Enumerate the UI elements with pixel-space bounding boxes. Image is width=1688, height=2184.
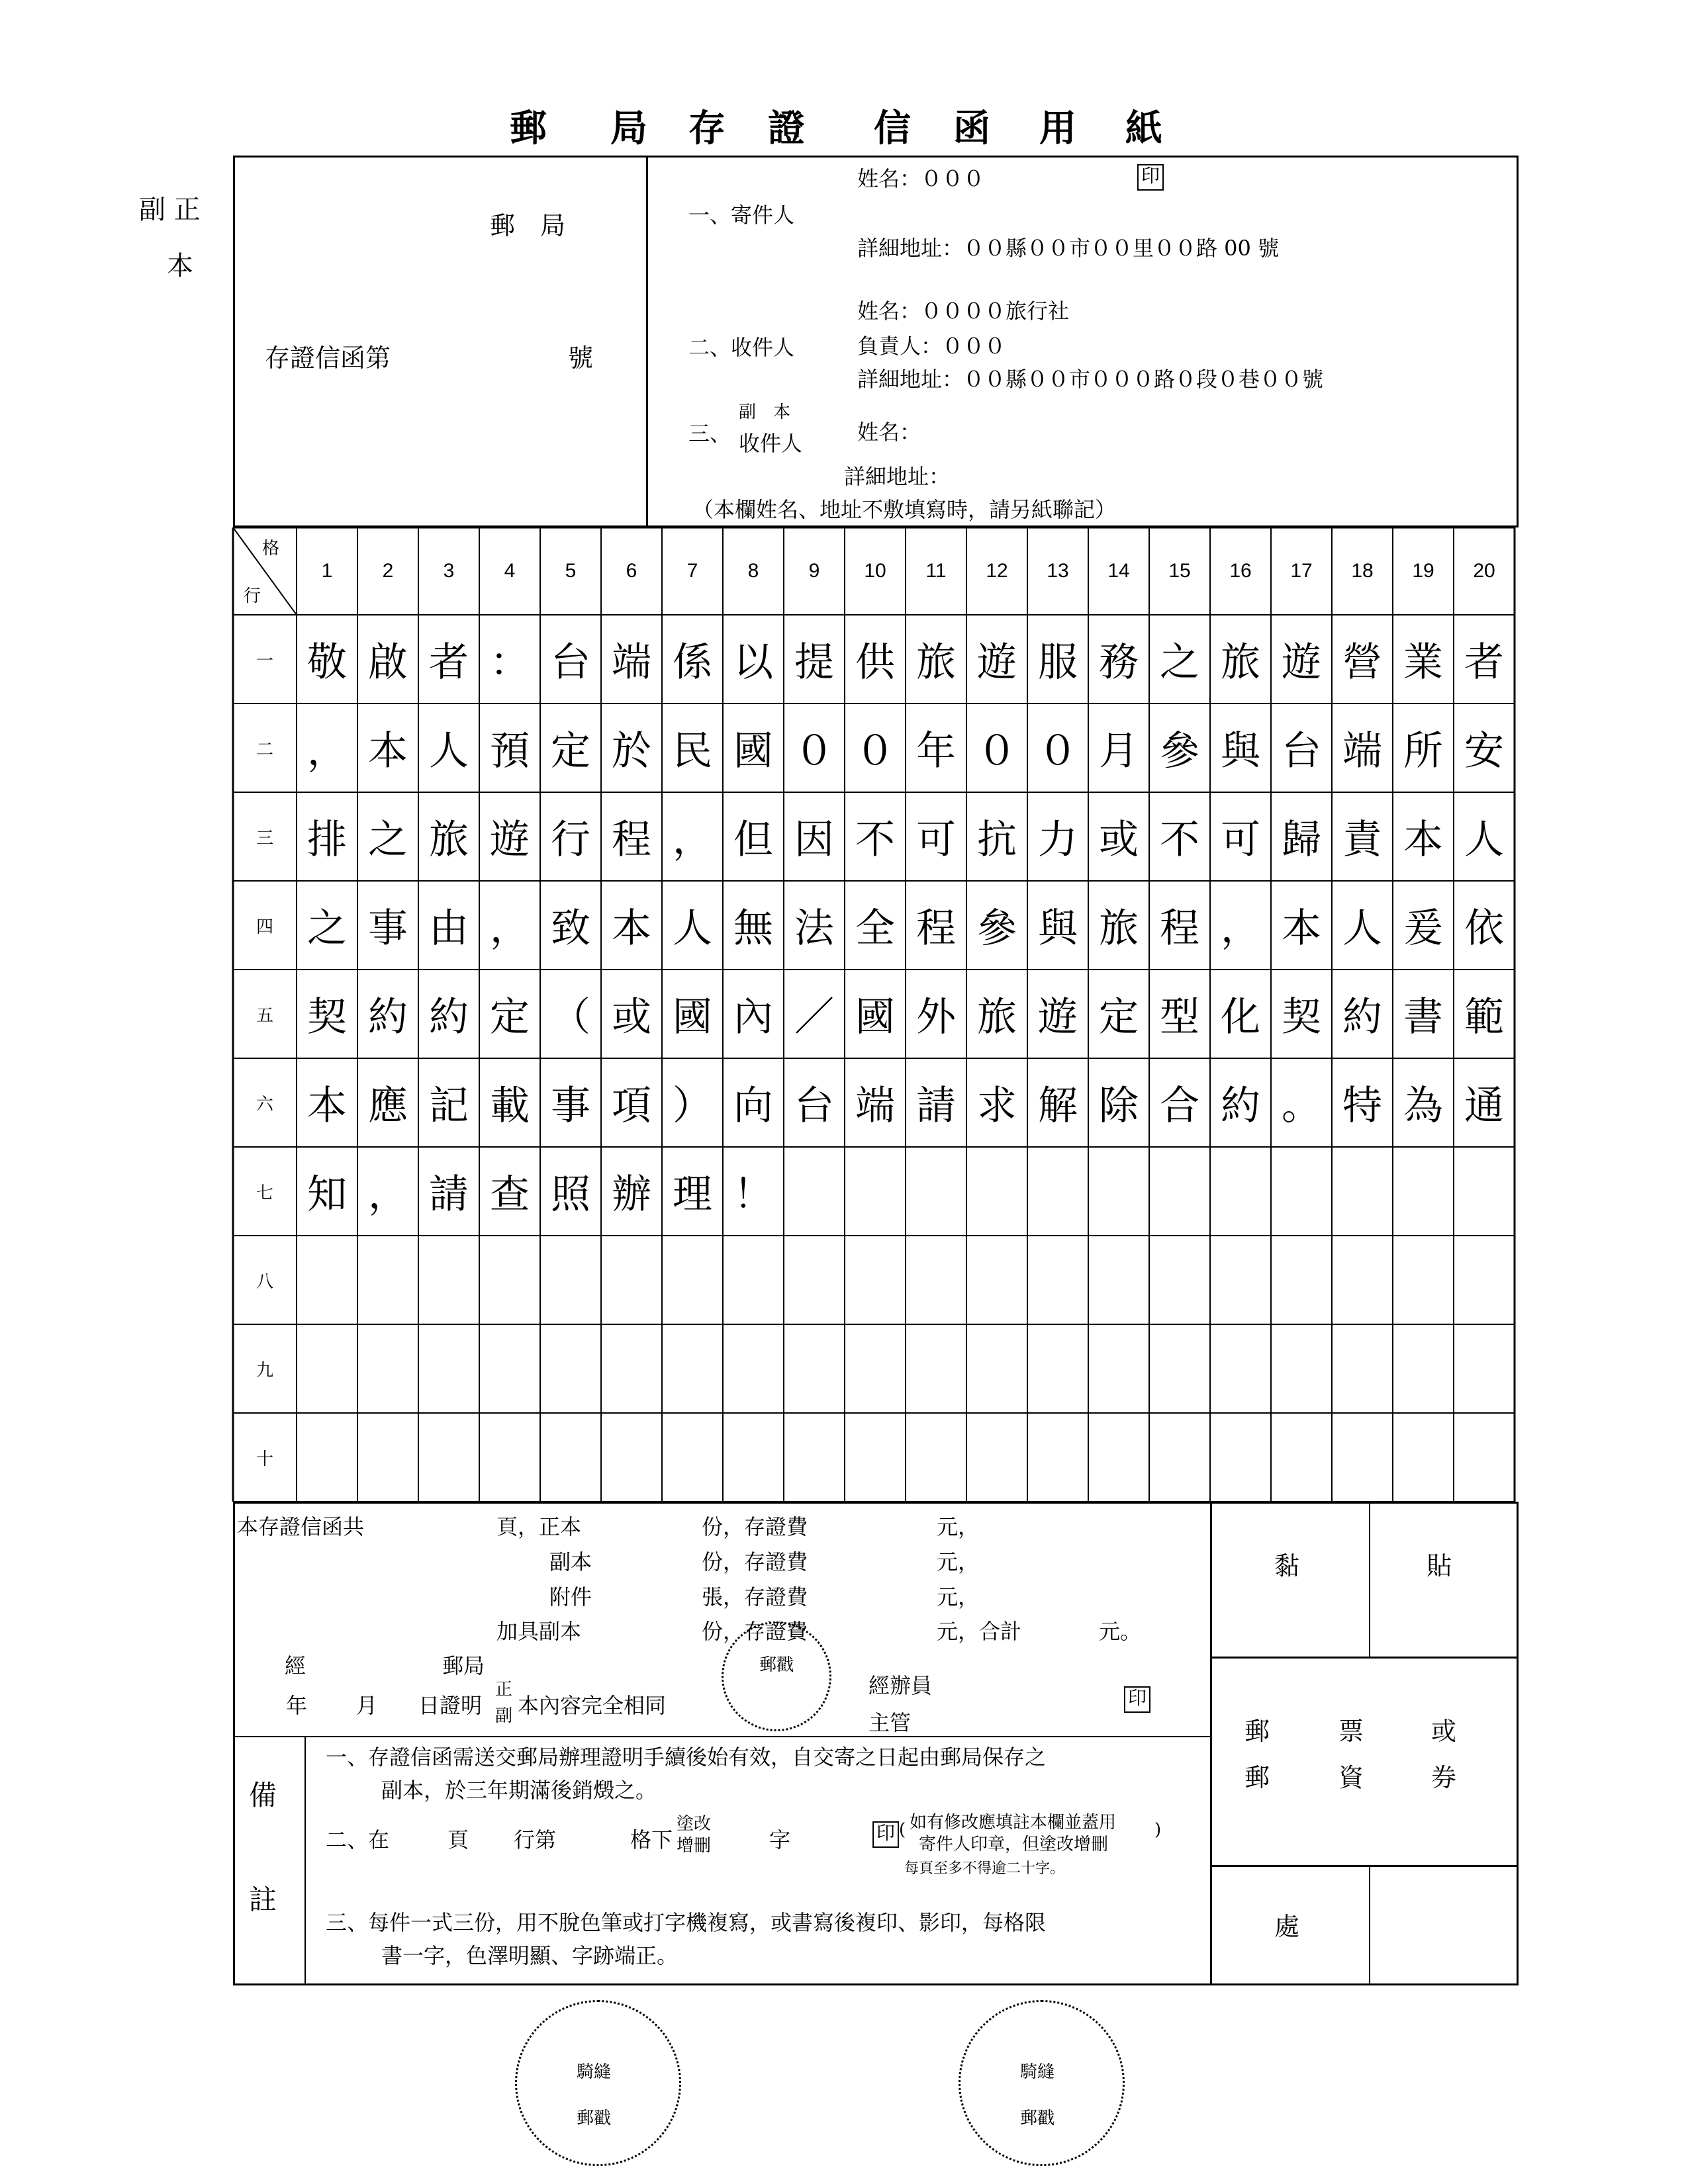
postmark-label: 郵戳 xyxy=(759,1655,794,1675)
grid-cell-char: 解 xyxy=(1038,1083,1078,1129)
row-label: 四 xyxy=(256,917,273,937)
grid-cell-char: 照 xyxy=(551,1171,590,1218)
fees-copies-2: 份，存證費 xyxy=(702,1549,808,1574)
grid-cell-char: 務 xyxy=(1099,639,1139,686)
certify-month: 月 xyxy=(356,1693,378,1718)
seam-stamp-left-line2: 郵戳 xyxy=(577,2109,612,2128)
grid-corner-top: 格 xyxy=(262,539,280,559)
grid-cell-char: 依 xyxy=(1464,905,1504,952)
fees-total-label: 本存證信函共 xyxy=(237,1514,365,1539)
grid-cell-char: 於 xyxy=(612,728,651,774)
row-label: 一 xyxy=(256,651,273,671)
grid-cell-char: 定 xyxy=(551,728,590,774)
certify-via: 經 xyxy=(285,1653,306,1678)
remarks-item2-b: 頁 xyxy=(447,1827,469,1852)
grid-cell-char: 合 xyxy=(1160,1083,1199,1129)
remarks-item2-note3: 每頁至多不得逾二十字。 xyxy=(904,1860,1065,1877)
recipient-title: 二、收件人 xyxy=(688,335,795,360)
grid-cell-char: 致 xyxy=(551,905,590,952)
col-number: 20 xyxy=(1473,560,1495,582)
certify-supervisor: 主管 xyxy=(868,1710,912,1735)
grid-cell-char: 契 xyxy=(307,994,347,1040)
grid-cell-char: 台 xyxy=(794,1083,834,1129)
fees-sheets: 張，存證費 xyxy=(702,1584,808,1610)
grid-cell-char: 台 xyxy=(551,639,590,686)
col-number: 5 xyxy=(565,560,577,582)
grid-cell-char: 除 xyxy=(1099,1083,1139,1129)
grid-cell-char: 程 xyxy=(612,817,651,863)
grid-cell-char: ０ xyxy=(794,728,834,774)
fees-total-end: 元。 xyxy=(1099,1619,1142,1644)
grid-cell-char: 之 xyxy=(368,817,408,863)
grid-cell-char: 者 xyxy=(1464,639,1504,686)
remarks-label-1: 備 xyxy=(249,1779,277,1811)
grid-cell-char: 約 xyxy=(1221,1083,1260,1129)
fees-attach-label: 附件 xyxy=(549,1584,592,1610)
grid-corner-bottom: 行 xyxy=(244,586,261,606)
address-note: （本欄姓名、地址不敷填寫時，請另紙聯記） xyxy=(692,497,1117,522)
grid-cell-char: 歸 xyxy=(1282,817,1321,863)
grid-cell-char: ： xyxy=(490,639,530,686)
grid-cell-char: 內 xyxy=(733,994,773,1040)
stamp-word: 資 xyxy=(1338,1763,1364,1792)
grid-cell-char: 向 xyxy=(733,1083,773,1129)
grid-cell-char: 可 xyxy=(916,817,956,863)
grid-cell-char: 敬 xyxy=(307,639,347,686)
fees-extra-copy-label: 加具副本 xyxy=(496,1619,582,1644)
remarks-item2-note1: 如有修改應填註本欄並蓋用 xyxy=(910,1813,1117,1833)
row-label: 五 xyxy=(256,1005,273,1026)
grid-cell-char: 端 xyxy=(1342,728,1382,774)
grid-cell-char: 端 xyxy=(855,1083,895,1129)
grid-cell-char: 程 xyxy=(1160,905,1199,952)
grid-cell-char: 全 xyxy=(855,905,895,952)
certify-day: 日證明 xyxy=(418,1693,483,1718)
grid-cell-char: 可 xyxy=(1221,817,1260,863)
row-label: 九 xyxy=(256,1360,273,1381)
grid-cell-char: 供 xyxy=(855,639,895,686)
grid-cell-char: 本 xyxy=(307,1083,347,1129)
remarks-item1-line1: 一、存證信函需送交郵局辦理證明手續後始有效，自交寄之日起由郵局保存之 xyxy=(326,1745,1047,1770)
remarks-item2-e2: 增刪 xyxy=(677,1836,712,1856)
grid-cell-char: 本 xyxy=(1403,817,1443,863)
grid-cell-char: ， xyxy=(673,817,712,863)
fees-yuan-3: 元， xyxy=(937,1584,980,1610)
grid-cell-char: ， xyxy=(307,728,347,774)
grid-cell-char: 由 xyxy=(429,905,469,952)
grid-cell-char: ０ xyxy=(1038,728,1078,774)
grid-cell-char: 人 xyxy=(429,728,469,774)
cc-address: 詳細地址： xyxy=(844,464,951,489)
grid-cell-char: 本 xyxy=(368,728,408,774)
grid-cell-char: 旅 xyxy=(977,994,1017,1040)
grid-cell-char: 端 xyxy=(612,639,651,686)
certify-same: 本內容完全相同 xyxy=(518,1693,667,1718)
grid-cell-char: 之 xyxy=(307,905,347,952)
grid-cell-char: 台 xyxy=(1282,728,1321,774)
stamp-word: 郵 xyxy=(1244,1763,1270,1792)
grid-cell-char: ， xyxy=(368,1171,408,1218)
remarks-item2-d: 格下 xyxy=(630,1827,673,1852)
grid-cell-char: 但 xyxy=(733,817,773,863)
grid-cell-char: 或 xyxy=(1099,817,1139,863)
grid-cell-char: 為 xyxy=(1403,1083,1443,1129)
grid-cell-char: 提 xyxy=(794,639,834,686)
grid-cell-char: 與 xyxy=(1221,728,1260,774)
col-number: 7 xyxy=(686,560,698,582)
letter-number-suffix: 號 xyxy=(568,343,594,373)
certify-clerk: 經辦員 xyxy=(868,1673,933,1698)
grid-cell-char: 查 xyxy=(490,1171,530,1218)
remarks-item3-line2: 書一字，色澤明顯、字跡端正。 xyxy=(381,1943,679,1968)
grid-cell-char: 項 xyxy=(612,1083,651,1129)
col-number: 3 xyxy=(443,560,455,582)
cc-title-num: 三、 xyxy=(688,421,731,446)
grid-cell-char: 因 xyxy=(794,817,834,863)
cc-name: 姓名： xyxy=(857,420,921,445)
grid-cell-char: 人 xyxy=(1464,817,1504,863)
grid-cell-char: 。 xyxy=(1282,1083,1321,1129)
post-office-label: 郵 局 xyxy=(490,211,566,240)
grid-cell-char: 啟 xyxy=(368,639,408,686)
col-number: 12 xyxy=(986,560,1008,582)
certify-post-office: 郵局 xyxy=(442,1653,485,1678)
seam-stamp-left xyxy=(515,2000,681,2166)
col-number: 14 xyxy=(1107,560,1130,582)
certify-year: 年 xyxy=(286,1693,308,1718)
fees-total-yuan: 元，合計 xyxy=(937,1619,1022,1644)
grid-cell-char: 本 xyxy=(612,905,651,952)
col-number: 13 xyxy=(1047,560,1069,582)
remarks-item2-a: 二、在 xyxy=(326,1827,390,1852)
cc-title-line2: 收件人 xyxy=(739,431,803,456)
fees-pages: 頁，正本 xyxy=(496,1514,582,1539)
stamp-word: 券 xyxy=(1431,1763,1457,1792)
stamp-word: 或 xyxy=(1431,1717,1457,1746)
grid-cell-char: 程 xyxy=(916,905,956,952)
remarks-item3-line1: 三、每件一式三份，用不脫色筆或打字機複寫，或書寫後複印、影印，每格限 xyxy=(326,1910,1047,1935)
seam-stamp-right-line1: 騎縫 xyxy=(1020,2062,1055,2082)
col-number: 17 xyxy=(1290,560,1313,582)
grid-cell-char: 本 xyxy=(1282,905,1321,952)
grid-cell-char: 遊 xyxy=(977,639,1017,686)
grid-cell-char: 約 xyxy=(1342,994,1382,1040)
grid-cell-char: 外 xyxy=(916,994,956,1040)
grid-cell-char: 記 xyxy=(429,1083,469,1129)
grid-cell-char: ， xyxy=(1221,905,1260,952)
grid-cell-char: 旅 xyxy=(916,639,956,686)
grid-cell-char: 書 xyxy=(1403,994,1443,1040)
col-number: 10 xyxy=(864,560,886,582)
grid-cell-char: 國 xyxy=(673,994,712,1040)
grid-cell-char: 應 xyxy=(368,1083,408,1129)
grid-cell-char: 爰 xyxy=(1403,905,1443,952)
remarks-item2-e1: 塗改 xyxy=(677,1814,712,1834)
recipient-rep: 負責人：０００ xyxy=(857,334,1006,359)
remarks-paren-close: ) xyxy=(1154,1820,1162,1840)
grid-cell-char: 約 xyxy=(368,994,408,1040)
col-number: 15 xyxy=(1168,560,1191,582)
grid-cell-char: ， xyxy=(490,905,530,952)
grid-cell-char: ／ xyxy=(794,994,834,1040)
row-label: 七 xyxy=(256,1183,273,1203)
grid-cell-char: 不 xyxy=(855,817,895,863)
grid-cell-char: 月 xyxy=(1099,728,1139,774)
grid-cell-char: 請 xyxy=(429,1171,469,1218)
row-label: 二 xyxy=(256,739,273,760)
certify-zheng: 正 xyxy=(495,1680,513,1700)
col-number: 18 xyxy=(1351,560,1374,582)
fees-copy-label: 副本 xyxy=(549,1549,592,1574)
side-label-line2: 本 xyxy=(167,251,193,281)
grid-cell-char: 排 xyxy=(307,817,347,863)
grid-cell-char: 無 xyxy=(733,905,773,952)
grid-cell-char: 之 xyxy=(1160,639,1199,686)
grid-cell-char: 服 xyxy=(1038,639,1078,686)
grid-cell-char: 請 xyxy=(916,1083,956,1129)
grid-cell-char: 事 xyxy=(368,905,408,952)
row-label: 三 xyxy=(256,828,273,848)
remarks-label-2: 註 xyxy=(249,1884,277,1916)
grid-cell-char: 通 xyxy=(1464,1083,1504,1129)
stamp-word: 郵 xyxy=(1244,1717,1270,1746)
grid-cell-char: 辦 xyxy=(612,1171,651,1218)
grid-cell-char: （ xyxy=(551,994,590,1040)
grid-cell-char: 人 xyxy=(1342,905,1382,952)
grid-cell-char: 約 xyxy=(429,994,469,1040)
stamp-word: 票 xyxy=(1338,1717,1364,1746)
certify-fu: 副 xyxy=(495,1706,513,1726)
sender-title: 一、寄件人 xyxy=(688,203,795,228)
grid-cell-char: 人 xyxy=(673,905,712,952)
stamp-place: 處 xyxy=(1274,1912,1300,1941)
stamp-paste-1: 黏 xyxy=(1274,1551,1300,1580)
grid-cell-char: 定 xyxy=(1099,994,1139,1040)
cc-title-line1: 副 本 xyxy=(739,402,791,422)
col-number: 4 xyxy=(504,560,516,582)
seam-stamp-right-line2: 郵戳 xyxy=(1020,2109,1055,2128)
grid-cell-char: 年 xyxy=(916,728,956,774)
seam-stamp-right xyxy=(959,2000,1125,2166)
col-number: 2 xyxy=(382,560,394,582)
remarks-item2-c: 行第 xyxy=(514,1827,557,1852)
grid-cell-char: 遊 xyxy=(1038,994,1078,1040)
stamp-paste-2: 貼 xyxy=(1427,1551,1452,1580)
fees-copies-1: 份，存證費 xyxy=(702,1514,808,1539)
grid-cell-char: 不 xyxy=(1160,817,1199,863)
grid-cell-char: 業 xyxy=(1403,639,1443,686)
fees-yuan-1: 元， xyxy=(937,1514,980,1539)
sender-address: 詳細地址：００縣００市００里００路 00 號 xyxy=(857,236,1280,261)
grid-cell-char: 係 xyxy=(673,639,712,686)
sender-seal-box: 印 xyxy=(1137,164,1164,191)
grid-cell-char: 範 xyxy=(1464,994,1504,1040)
col-number: 1 xyxy=(321,560,333,582)
remarks-item2-note2: 寄件人印章，但塗改增刪 xyxy=(919,1835,1109,1854)
grid-cell-char: 遊 xyxy=(1282,639,1321,686)
grid-cell-char: 所 xyxy=(1403,728,1443,774)
grid-cell-char: 責 xyxy=(1342,817,1382,863)
fees-yuan-2: 元， xyxy=(937,1549,980,1574)
grid-cell-char: 營 xyxy=(1342,639,1382,686)
remarks-seal-box: 印 xyxy=(872,1821,899,1848)
col-number: 19 xyxy=(1412,560,1434,582)
row-label: 十 xyxy=(256,1449,273,1469)
grid-cell-char: 特 xyxy=(1342,1083,1382,1129)
col-number: 11 xyxy=(925,560,947,582)
grid-cell-char: ０ xyxy=(977,728,1017,774)
grid-cell-char: 參 xyxy=(977,905,1017,952)
certify-seal-box: 印 xyxy=(1124,1686,1150,1713)
grid-cell-char: ０ xyxy=(855,728,895,774)
grid-cell-char: 或 xyxy=(612,994,651,1040)
grid-cell-char: 知 xyxy=(307,1171,347,1218)
row-label: 六 xyxy=(256,1094,273,1115)
grid-cell-char: 定 xyxy=(490,994,530,1040)
grid-cell-char: 者 xyxy=(429,639,469,686)
fees-copies-4: 份，存證費 xyxy=(702,1619,808,1644)
grid-cell-char: ！ xyxy=(733,1171,773,1218)
grid-cell-char: 與 xyxy=(1038,905,1078,952)
recipient-address: 詳細地址：００縣００市０００路０段０巷００號 xyxy=(857,367,1324,392)
remarks-item1-line2: 副本，於三年期滿後銷燬之。 xyxy=(381,1778,657,1803)
grid-cell-char: 型 xyxy=(1160,994,1199,1040)
sender-name: 姓名：０００ xyxy=(857,166,985,191)
grid-cell-char: 參 xyxy=(1160,728,1199,774)
remarks-paren-open: ( xyxy=(899,1820,906,1840)
col-number: 16 xyxy=(1229,560,1252,582)
col-number: 9 xyxy=(808,560,820,582)
col-number: 6 xyxy=(626,560,637,582)
grid-cell-char: 安 xyxy=(1464,728,1504,774)
letter-number-label: 存證信函第 xyxy=(265,343,391,373)
grid-cell-char: 行 xyxy=(551,817,590,863)
grid-cell-char: 旅 xyxy=(429,817,469,863)
grid-cell-char: 法 xyxy=(794,905,834,952)
side-label-line1: 副 正 xyxy=(139,195,201,225)
remarks-item2-f: 字 xyxy=(769,1827,791,1852)
grid-cell-char: 國 xyxy=(855,994,895,1040)
grid-cell-char: 民 xyxy=(673,728,712,774)
row-label: 八 xyxy=(256,1271,273,1292)
seam-stamp-left-line1: 騎縫 xyxy=(577,2062,612,2082)
grid-cell-char: 契 xyxy=(1282,994,1321,1040)
grid-cell-char: 以 xyxy=(733,639,773,686)
grid-cell-char: 國 xyxy=(733,728,773,774)
grid-cell-char: 抗 xyxy=(977,817,1017,863)
grid-cell-char: 力 xyxy=(1038,817,1078,863)
grid-cell-char: 事 xyxy=(551,1083,590,1129)
grid-cell-char: 化 xyxy=(1221,994,1260,1040)
col-number: 8 xyxy=(747,560,759,582)
grid-cell-char: 遊 xyxy=(490,817,530,863)
grid-cell-char: 理 xyxy=(673,1171,712,1218)
postmark-circle xyxy=(722,1621,831,1731)
recipient-name: 姓名：００００旅行社 xyxy=(857,298,1070,324)
grid-cell-char: 旅 xyxy=(1221,639,1260,686)
grid-cell-char: 載 xyxy=(490,1083,530,1129)
grid-cell-char: 預 xyxy=(490,728,530,774)
grid-cell-char: ） xyxy=(673,1083,712,1129)
grid-cell-char: 旅 xyxy=(1099,905,1139,952)
grid-cell-char: 求 xyxy=(977,1083,1017,1129)
